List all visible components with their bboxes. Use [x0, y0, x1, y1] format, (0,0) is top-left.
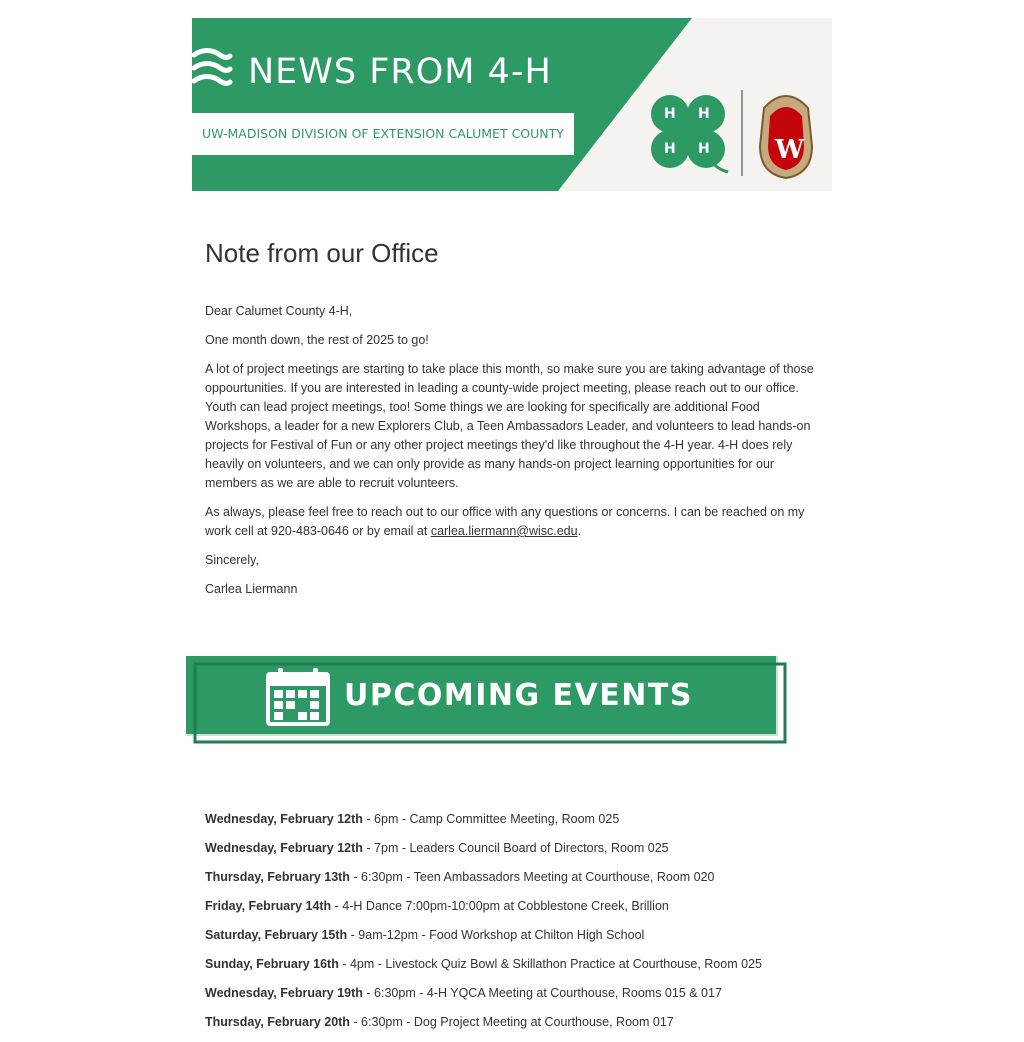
event-date: Wednesday, February 12th — [205, 812, 363, 826]
email-link[interactable]: carlea.liermann@wisc.edu — [430, 524, 578, 538]
event-detail: - 7pm - Leaders Council Board of Directors, Room 025 — [362, 841, 669, 855]
event-item — [205, 1013, 817, 1032]
svg-text:H: H — [698, 106, 710, 122]
event-detail: - 6:30pm - Teen Ambassadors Meeting at Courthouse, Room 020 — [349, 870, 715, 884]
header-background — [192, 18, 832, 191]
event-item — [205, 984, 817, 1003]
event-detail: - 9am-12pm - Food Workshop at Chilton High School — [347, 928, 645, 942]
calendar-icon — [266, 668, 330, 726]
event-date: Thursday, February 13th — [205, 870, 350, 884]
event-item — [205, 810, 817, 829]
event-item — [205, 868, 817, 887]
event-date: Thursday, February 20th — [205, 1015, 350, 1029]
newsletter-subtitle: UW-MADISON DIVISION OF EXTENSION CALUMET COUNTY — [202, 126, 564, 141]
svg-text:H: H — [664, 106, 676, 122]
event-date: Friday, February 14th — [205, 899, 332, 913]
greeting: Dear Calumet County 4-H, — [205, 304, 353, 318]
event-detail: - 4pm - Livestock Quiz Bowl & Skillathon Practice at Courthouse, Room 025 — [338, 957, 762, 971]
event-item — [205, 897, 817, 916]
contact-text: As always, please feel free to reach out to our office with any questions or concerns. I can be reached on my work cell at 920-483-0646 or by email at — [205, 505, 805, 538]
events-banner-title: UPCOMING EVENTS — [344, 678, 693, 713]
newsletter-title: NEWS FROM 4-H — [248, 52, 552, 92]
event-detail: - 6:30pm - 4-H YQCA Meeting at Courthouse, Rooms 015 & 017 — [362, 986, 722, 1000]
4h-clover-icon — [651, 95, 728, 172]
event-item — [205, 839, 817, 858]
body-paragraph: A lot of project meetings are starting to take place this month, so make sure you are taking advantage of those oppourtunities. If you are interested in leading a county-wide project meeting, please reach out to our office. Youth can lead project meetings, too! Some things we are looking for specifically are additional Food Workshops, a leader for a new Explorers Club, a Teen Ambassadors Leader, and volunteers to lead hands-on projects for Festival of Fun or any other project meetings they'd like throughout the 4-H year. 4-H does rely heavily on volunteers, and we can only provide as many hands-on project learning opportunities for our members as we are able to recruit volunteers. — [205, 362, 814, 490]
subtitle-box — [192, 113, 574, 155]
event-date: Wednesday, February 19th — [205, 986, 363, 1000]
event-detail: - 4-H Dance 7:00pm-10:00pm at Cobblestone Creek, Brillion — [331, 899, 669, 913]
contact-end: . — [577, 524, 582, 538]
event-item — [205, 926, 817, 945]
note-heading: Note from our Office — [205, 238, 439, 268]
newsletter-header-banner — [192, 18, 832, 191]
event-detail: - 6:30pm - Dog Project Meeting at Courthouse, Room 017 — [349, 1015, 674, 1029]
intro-paragraph: One month down, the rest of 2025 to go! — [205, 333, 429, 347]
svg-text:H: H — [664, 141, 676, 157]
event-date: Saturday, February 15th — [205, 928, 348, 942]
events-list — [205, 810, 817, 1042]
upcoming-events-banner — [186, 656, 788, 746]
event-detail: - 6pm - Camp Committee Meeting, Room 025 — [362, 812, 620, 826]
note-body — [205, 302, 817, 609]
closing: Sincerely, — [205, 553, 259, 567]
svg-text:W: W — [775, 135, 805, 165]
event-date: Sunday, February 16th — [205, 957, 339, 971]
event-date: Wednesday, February 12th — [205, 841, 363, 855]
signature: Carlea Liermann — [205, 582, 298, 596]
svg-text:H: H — [698, 141, 710, 157]
contact-paragraph — [205, 503, 817, 541]
event-item — [205, 955, 817, 974]
uw-crest-icon — [760, 96, 812, 178]
